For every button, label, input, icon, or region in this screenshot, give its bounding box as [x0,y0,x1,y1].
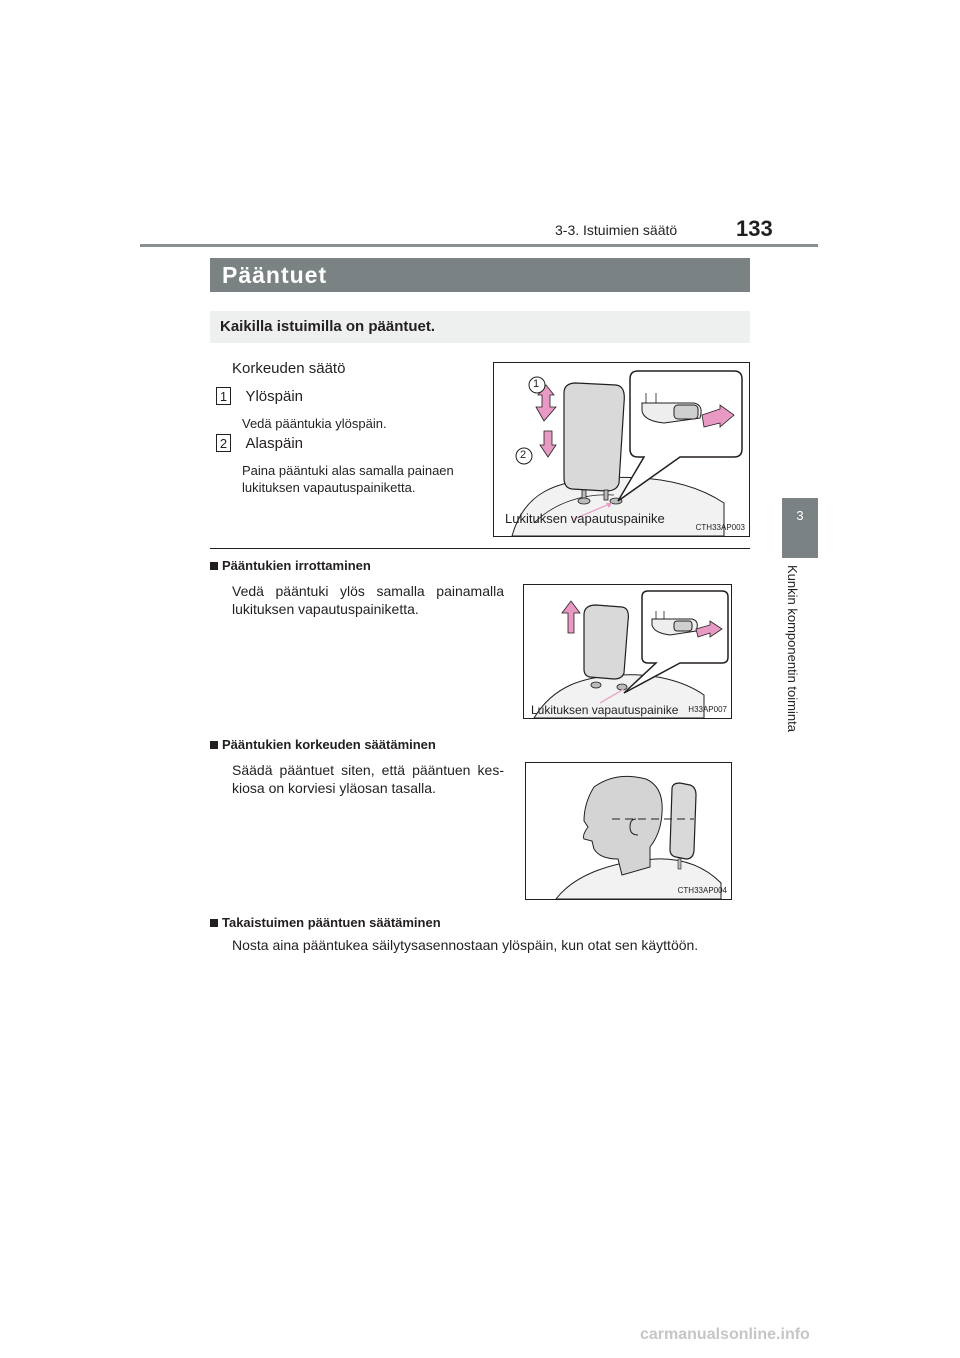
adjust-item-1-label: Ylöspäin [245,388,303,405]
section-heading-rear-text: Takaistuimen pääntuen säätäminen [222,915,441,930]
section-heading-rear [210,915,441,930]
section-text-remove: Vedä pääntuki ylös samalla painamalla lukituksen vapautuspainiketta. [232,583,504,617]
head-position-illustration [526,763,731,899]
figure3-code: CTH33AP004 [677,886,727,895]
side-tab-number: 3 [796,508,804,523]
section-text-height: Säädä pääntuet siten, että pääntuen kes-kiosa on korviesi yläosan tasalla. [232,762,504,796]
section-heading-height [210,737,436,752]
adjust-item-1 [216,387,303,406]
square-bullet-icon [210,919,218,927]
section-text-rear: Nosta aina pääntukea säilytysasennostaan ylöspäin, kun otat sen käyttöön. [232,937,699,953]
intro-box [210,311,750,343]
square-bullet-icon [210,562,218,570]
section-title-bar [210,258,750,292]
watermark: carmanualsonline.info [640,1326,810,1343]
square-bullet-icon [210,741,218,749]
intro-text: Kaikilla istuimilla on pääntuet. [220,318,436,335]
figure2-caption: Lukituksen vapautuspainike [531,703,679,717]
adjust-heading: Korkeuden säätö [232,360,346,377]
adjust-item-1-desc: Vedä pääntukia ylöspäin. [242,416,387,431]
figure1-callout-2: 2 [520,449,527,461]
section-heading-remove [210,558,371,573]
section-divider [210,548,750,549]
figure-headrest-height [525,762,732,900]
page-number: 133 [736,216,773,241]
step-badge-1: 1 [216,387,231,405]
figure-headrest-adjust [493,362,750,537]
side-tab-label: Kunkin komponentin toiminta [785,565,800,732]
page-title: Pääntuet [222,262,328,288]
figure2-code: H33AP007 [688,705,727,714]
figure1-caption: Lukituksen vapautuspainike [505,511,665,526]
figure-headrest-remove [523,584,732,719]
figure1-code: CTH33AP003 [695,523,745,532]
figure1-callout-1: 1 [533,378,540,390]
header-rule [140,244,818,247]
step-badge-2: 2 [216,434,231,452]
adjust-item-2-desc: Paina pääntuki alas samalla painaen lukituksen vapautuspainiketta. [242,463,454,495]
side-tab [782,498,818,558]
adjust-item-2-label: Alaspäin [245,435,303,452]
section-heading-remove-text: Pääntukien irrottaminen [222,558,371,573]
adjust-item-2 [216,434,303,453]
headrest-remove-illustration [524,585,731,718]
header-section: 3-3. Istuimien säätö [555,222,678,238]
section-heading-height-text: Pääntukien korkeuden säätäminen [222,737,436,752]
